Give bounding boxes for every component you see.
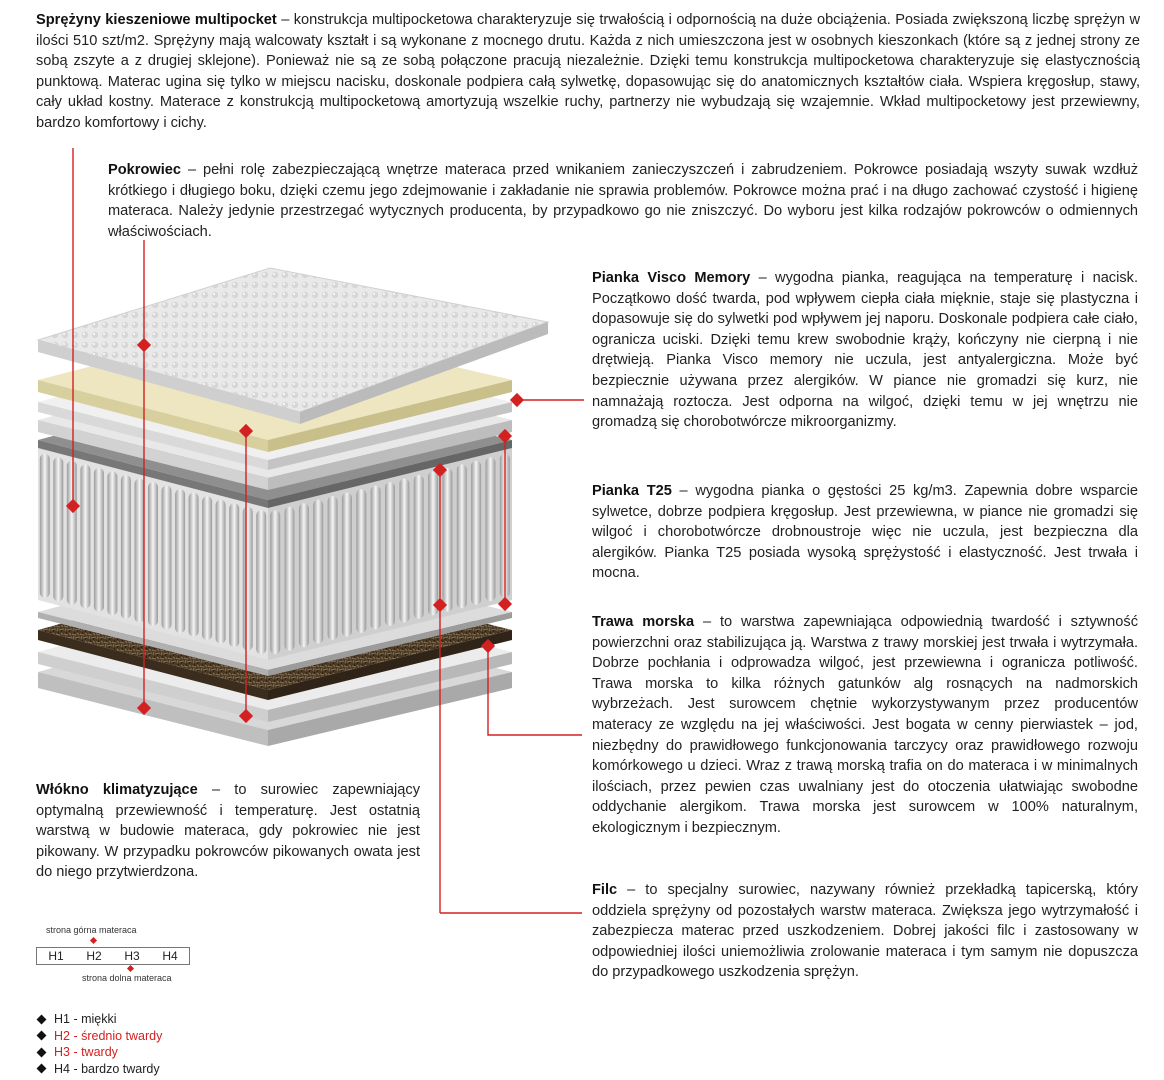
spring-pocket [328, 496, 338, 640]
spring-pocket [285, 507, 295, 651]
legend-label: H1 - miękki [54, 1012, 117, 1026]
spring-pocket [162, 486, 172, 630]
legend-label: H4 - bardzo twardy [54, 1061, 160, 1076]
t25-text: – wygodna pianka o gęstości 25 kg/m3. Zapewnia dobre wsparcie sylwetce, dobrze podpiera kręgosłup. Jest przewiewna, w piance nie gromadzi się wilgoć i chorobotwórcze drobnoustroje więc nie uczula, jest bezpieczna dla alergików. Pianka T25 posiada wysoką sprężystość i elastyczność. Jest trwała i mocna. [592, 483, 1138, 582]
felt-text: – to specjalny surowiec, nazywany również przekładką tapicerską, który oddziela sprężyny od pozostałych warstw materaca. Zwiększa jego wytrzymałość i zabezpiecza materac przed uszkodzeniem. Dobrej jakości filc i zastosowany w odpowiedniej ilości uniemożliwia zrolowanie materaca i tym samym nie dopuszcza do przypadkowego uszkodzenia sprężyn. [592, 882, 1138, 981]
spring-pocket [256, 510, 266, 654]
spring-pocket [270, 510, 280, 654]
spring-pocket [148, 482, 158, 626]
visco-description [592, 268, 1138, 433]
diamond-icon [37, 1014, 47, 1024]
spring-pocket [471, 461, 481, 605]
cover-text: – pełni rolę zabezpieczającą wnętrze materaca przed wnikaniem zanieczyszczeń i zabrudzeniem. Pokrowce posiadają wszyty suwak wzdłuż krótkiego i długiego boku, dzięki czemu jego zdejmowanie i zakładanie nie sprawia problemów. Pokrowce można prać i na długo zachować czystość i higienę materaca. Należy jedynie przestrzegać wytycznych producenta, by przypadkowo go nie zniszczyć. Do wyboru jest kilka rodzajów pokrowców o odmiennych właściwościach. [108, 162, 1138, 240]
scale-top-label: strona górna materaca [46, 925, 137, 935]
spring-pocket [486, 457, 496, 601]
spring-pocket [40, 454, 50, 598]
felt-description [592, 880, 1138, 983]
scale-level-h4: H4 [162, 949, 178, 963]
seagrass-description [592, 612, 1138, 839]
spring-pocket [313, 500, 323, 644]
legend-label: H3 - twardy [54, 1045, 118, 1059]
scale-level-h2: H2 [86, 949, 102, 963]
fiber-description [36, 780, 420, 883]
intro-text: – konstrukcja multipocketowa charakteryzuje się trwałością i odpornością na duże obciążenia. Posiada zwiększoną liczbę sprężyn w ilości 510 szt/m2. Sprężyny mają walcowaty kształt i są wykonane z mocnego drutu. Każda z nich umieszczona jest w osobnych kieszonkach (które są z jednej strony ze sobą zszyte a z drugiej sklejone). Ponieważ nie są ze sobą połączone pracują niezależnie. Dzięki temu konstrukcja multipocketowa charakteryzuje się elastycznością punktową. Materac ugina się tylko w miejscu nacisku, doskonale podpiera całą sylwetkę, dopasowując się do anatomicznych kształtów ciała. Wspiera kręgosłup, stawy, cały układ kostny. Materace z konstrukcją multipocketową amortyzują wszelkie ruchy, partnerzy nie wybudzają się wzajemnie. Wkład multipocketowy jest przewiewny, bardzo komfortowy i cichy. [36, 12, 1140, 131]
spring-pocket [414, 475, 424, 619]
seagrass-title: Trawa morska [592, 614, 695, 630]
intro-title: Sprężyny kieszeniowe multipocket [36, 12, 277, 28]
spring-pocket [94, 468, 104, 612]
spring-pocket [53, 457, 63, 601]
intro-springs-description [36, 10, 1140, 134]
felt-title: Filc [592, 882, 618, 898]
cover-description [108, 160, 1138, 242]
seagrass-text: – to warstwa zapewniająca odpowiednią twardość i sztywność powierzchni oraz stabilizująca ją. Warstwa z trawy morskiej jest trwała i wytrzymała. Dobrze pochłania i odprowadza wilgoć, jest przewiewna i ogranicza potliwość. Trawa morska to kilka różnych gatunków alg rosnących na nadmorskich wybrzeżach. Jest surowcem chętnie wykorzystywanym przez producentów materacy ze względu na jej właściwości. Jest bogata w cenny pierwiastek – jod, niezbędny do prawidłowego funkcjonowania tarczycy oraz prawidłowego rozwoju komórkowego u dzieci. Wraz z trawą morską trafia on do materaca i w minimalnych ilościach, przez pewien czas uwalniany jest do otoczenia ułatwiając swobodne oddychanie alergikom. Trawa morska jest surowcem w 100% naturalnym, ekologicznym i bezpiecznym. [592, 614, 1138, 836]
spring-pocket [342, 493, 352, 637]
spring-pocket [243, 507, 253, 651]
scale-bottom-label: strona dolna materaca [82, 973, 172, 983]
firmness-scale [36, 925, 196, 991]
spring-pocket [399, 479, 409, 623]
t25-description [592, 481, 1138, 584]
diamond-icon [37, 1064, 47, 1074]
visco-title: Pianka Visco Memory [592, 270, 751, 286]
spring-pocket [371, 486, 381, 630]
spring-pocket [107, 471, 117, 615]
spring-pocket [428, 471, 438, 615]
t25-title: Pianka T25 [592, 483, 672, 499]
spring-pocket [121, 475, 131, 619]
spring-pocket [67, 461, 77, 605]
spring-pocket [80, 464, 90, 608]
legend-item [36, 1028, 162, 1045]
legend-item [36, 1061, 162, 1078]
spring-pocket [457, 464, 467, 608]
top-side-marker [90, 937, 97, 944]
fiber-title: Włókno klimatyzujące [36, 782, 198, 798]
firmness-legend [36, 1011, 162, 1077]
diamond-icon [37, 1047, 47, 1057]
legend-label: H2 - średnio twardy [54, 1028, 163, 1043]
bottom-side-marker [127, 965, 134, 972]
spring-pocket [299, 503, 309, 647]
fiber-text: – to surowiec zapewniający optymalną przewiewność i temperaturę. Jest ostatnią warstwą w budowie materaca, gdy pokrowiec nie jest pikowany. W przypadku pokrowców pikowanych owata jest do niego przytwierdzona. [36, 782, 420, 881]
diamond-icon [37, 1031, 47, 1041]
visco-text: – wygodna pianka, reagująca na temperaturę i nacisk. Początkowo dość twarda, pod wpływem ciepła ciała mięknie, staje się plastyczna i dopasowuje się do sylwetki pod wpływem jej naporu. Doskonale podpiera całe ciało, ogranicza uciski. Dzięki temu krew swobodnie krąży, kończyny nie cierpną i nie drętwieją. Pianka Visco memory nie uczula, jest antyalergiczna. Może być bezpiecznie używana przez alergików. W piance nie gromadzi się kurz, nie namnażają roztocza. Jest odporna na wilgoć, dzięki temu w jej wnętrzu nie gromadzą się chorobotwórcze mikroorganizmy. [592, 270, 1138, 431]
spring-pocket [229, 503, 239, 647]
spring-pocket [356, 489, 366, 633]
spring-pocket [442, 468, 452, 612]
spring-pocket [189, 493, 199, 637]
cover-title: Pokrowiec [108, 162, 181, 178]
legend-item [36, 1044, 162, 1061]
spring-pocket [175, 489, 185, 633]
spring-pocket [385, 482, 395, 626]
scale-grid [36, 947, 190, 965]
scale-level-h1: H1 [48, 949, 64, 963]
spring-pocket [202, 496, 212, 640]
spring-pocket [216, 500, 226, 644]
spring-pocket [135, 479, 145, 623]
scale-level-h3: H3 [124, 949, 140, 963]
legend-item [36, 1011, 162, 1028]
